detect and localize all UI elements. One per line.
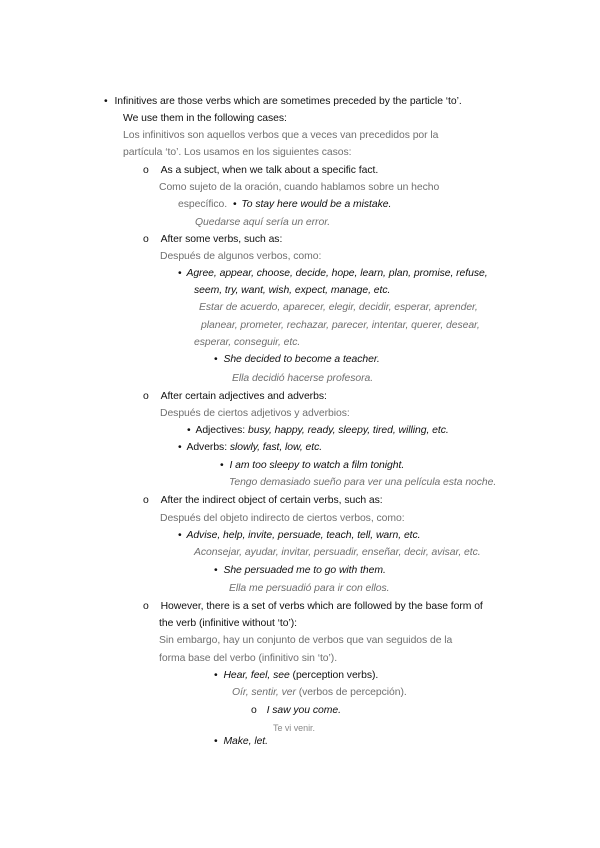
bullet-icon: •: [232, 199, 237, 210]
case2-verbs-es-2: planear, prometer, rechazar, parecer, intentar, querer, desear,: [201, 320, 480, 331]
case2-verbs-es-3: esperar, conseguir, etc.: [194, 337, 301, 348]
case5-perception-line: [214, 669, 378, 683]
case1-example-es: Quedarse aquí sería un error.: [195, 217, 331, 228]
case2-heading-line: [143, 233, 282, 247]
intro-en-1: Infinitives are those verbs which are sometimes preceded by the particle ‘to’.: [114, 96, 462, 107]
case2-heading: After some verbs, such as:: [160, 234, 283, 245]
case5-make-let: Make, let.: [223, 736, 268, 747]
case2-verbs-es-1: Estar de acuerdo, aparecer, elegir, decidir, esperar, aprender,: [199, 302, 478, 313]
case2-example-es: Ella decidió hacerse profesora.: [232, 373, 374, 384]
case4-verbs-line: [178, 529, 421, 543]
case1-es-2: específico.: [178, 199, 228, 210]
case2-verbs-2: seem, try, want, wish, expect, manage, etc.: [194, 285, 391, 296]
bullet-icon: •: [178, 268, 182, 279]
case5-make-let-line: [214, 735, 268, 749]
case1-heading-line: [143, 164, 378, 178]
case4-example-line: [214, 564, 386, 578]
case4-verbs-es: Aconsejar, ayudar, invitar, persuadir, enseñar, decir, avisar, etc.: [194, 547, 481, 558]
circle-bullet-icon: o: [251, 705, 257, 716]
case5-es-1: Sin embargo, hay un conjunto de verbos que van seguidos de la: [159, 635, 453, 646]
case1-heading: As a subject, when we talk about a specific fact.: [160, 165, 379, 176]
case4-heading: After the indirect object of certain verbs, such as:: [160, 495, 383, 506]
case4-es: Después del objeto indirecto de ciertos verbos, como:: [160, 513, 405, 524]
bullet-icon: •: [214, 670, 218, 681]
case5-heading-1: However, there is a set of verbs which are followed by the base form of: [160, 601, 483, 612]
case5-perception-verbs: Hear, feel, see: [223, 670, 290, 681]
case1-es-1: Como sujeto de la oración, cuando hablamos sobre un hecho: [159, 182, 440, 193]
case3-example-line: [220, 459, 404, 473]
bullet-icon: •: [178, 530, 182, 541]
bullet-icon: •: [187, 425, 191, 436]
circle-bullet-icon: o: [143, 391, 149, 402]
case3-heading: After certain adjectives and adverbs:: [160, 391, 327, 402]
case3-es: Después de ciertos adjetivos y adverbios:: [160, 408, 350, 419]
case3-adj-list: busy, happy, ready, sleepy, tired, willing, etc.: [247, 425, 449, 436]
case5-example: I saw you come.: [266, 705, 341, 716]
bullet-icon: •: [214, 565, 218, 576]
case1-example: To stay here would be a mistake.: [241, 199, 392, 210]
case5-heading-2: the verb (infinitive without ‘to’):: [159, 618, 298, 629]
case3-heading-line: [143, 390, 327, 404]
case4-example-es: Ella me persuadió para ir con ellos.: [229, 583, 390, 594]
case3-adv-list: slowly, fast, low, etc.: [229, 442, 323, 453]
case4-heading-line: [143, 494, 383, 508]
case3-adj-line: [187, 424, 449, 438]
intro-es-1: Los infinitivos son aquellos verbos que a veces van precedidos por la: [123, 130, 439, 141]
case5-example-es: Te vi venir.: [273, 723, 315, 733]
case2-verbs-line: [178, 267, 488, 281]
case3-adj-label: Adjectives:: [195, 425, 246, 436]
case5-heading-line: [143, 600, 483, 614]
circle-bullet-icon: o: [143, 601, 149, 612]
case5-es-2: forma base del verbo (infinitivo sin ‘to’).: [159, 653, 338, 664]
case2-verbs-1: Agree, appear, choose, decide, hope, learn, plan, promise, refuse,: [186, 268, 488, 279]
intro-es-2: partícula ‘to’. Los usamos en los siguientes casos:: [123, 147, 352, 158]
case2-example-line: [214, 353, 380, 367]
case5-perception-es-note: (verbos de percepción).: [295, 687, 407, 698]
case5-perception-note: (perception verbs).: [289, 670, 379, 681]
bullet-icon: •: [220, 460, 224, 471]
circle-bullet-icon: o: [143, 165, 149, 176]
case4-example: She persuaded me to go with them.: [223, 565, 386, 576]
bullet-icon: •: [214, 354, 218, 365]
bullet-icon: •: [104, 96, 108, 107]
case5-perception-es-verbs: Oír, sentir, ver: [232, 687, 296, 698]
case4-verbs: Advise, help, invite, persuade, teach, tell, warn, etc.: [186, 530, 421, 541]
case3-adv-line: [178, 441, 322, 455]
case2-es: Después de algunos verbos, como:: [160, 251, 322, 262]
bullet-icon: •: [214, 736, 218, 747]
case5-perception-es-line: [232, 686, 407, 700]
case3-example-es: Tengo demasiado sueño para ver una película esta noche.: [229, 477, 497, 488]
circle-bullet-icon: o: [143, 495, 149, 506]
case3-adv-label: Adverbs:: [186, 442, 228, 453]
bullet-icon: •: [178, 442, 182, 453]
case1-es-line: [178, 198, 391, 212]
circle-bullet-icon: o: [143, 234, 149, 245]
intro-en-2: We use them in the following cases:: [123, 113, 287, 124]
intro-line: [104, 95, 462, 109]
case2-example: She decided to become a teacher.: [223, 354, 380, 365]
case3-example: I am too sleepy to watch a film tonight.: [229, 460, 405, 471]
case5-example-line: [251, 704, 341, 718]
